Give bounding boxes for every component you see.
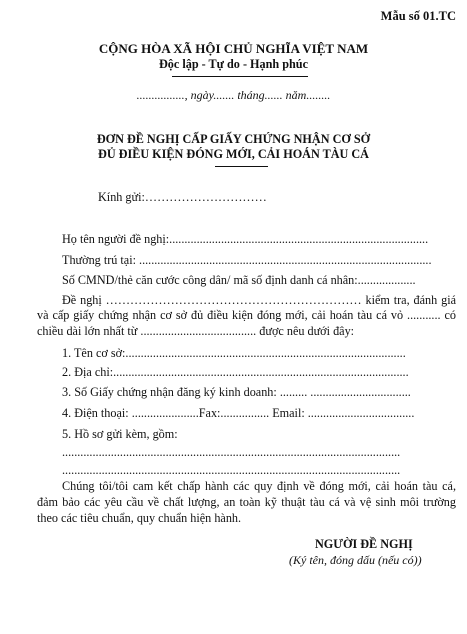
motto-underline (172, 76, 308, 77)
form-code: Mẫu số 01.TC (380, 9, 456, 23)
facility-name-field: 1. Tên cơ sở:............................................................................................ (62, 346, 406, 360)
id-number-field: Số CMND/thẻ căn cước công dân/ mã số định danh cá nhân:................... (62, 273, 416, 287)
document-title-line-1: ĐƠN ĐỀ NGHỊ CẤP GIẤY CHỨNG NHẬN CƠ SỞ (96, 132, 371, 146)
request-paragraph: Đề nghị ……………………………………………………… kiểm tra, đánh giá và cấp giấy chứng nhận cơ sở đủ điều kiện đóng mới, cải hoán tàu cá vỏ ........... có chiều dài lớn nhất từ ...................................... được nêu dưới đây: (37, 293, 456, 338)
applicant-name-field: Họ tên người đề nghị:..................................................................................... (62, 232, 429, 246)
place-date-line: ................, ngày....... tháng...... năm........ (136, 88, 331, 102)
document-title-line-2: ĐỦ ĐIỀU KIỆN ĐÓNG MỚI, CẢI HOÁN TÀU CÁ (98, 147, 369, 161)
contact-field: 4. Điện thoại: ......................Fax:................ Email: ................................... (62, 406, 415, 420)
business-registration-field: 3. Số Giấy chứng nhận đăng ký kinh doanh: ......... ................................. (62, 385, 411, 399)
signature-note: (Ký tên, đóng dấu (nếu có)) (289, 553, 422, 567)
attached-documents-blank-2: ............................................................................................................... (62, 463, 401, 477)
attached-documents-blank-1: ............................................................................................................... (62, 445, 401, 459)
addressee-line: Kính gửi:………………………… (98, 190, 267, 204)
national-motto: Độc lập - Tự do - Hạnh phúc (159, 57, 308, 71)
title-underline (215, 166, 268, 167)
national-title: CỘNG HÒA XÃ HỘI CHỦ NGHĨA VIỆT NAM (98, 41, 369, 56)
signature-title: NGƯỜI ĐỀ NGHỊ (315, 537, 413, 551)
commitment-paragraph: Chúng tôi/tôi cam kết chấp hành các quy định về đóng mới, cải hoán tàu cá, đảm bảo các yêu cầu về chất lượng, an toàn kỹ thuật tàu cá và vệ sinh môi trường theo các tiêu chuẩn, quy chuẩn hiện hành. (37, 479, 456, 525)
attached-documents-label: 5. Hồ sơ gửi kèm, gồm: (62, 427, 178, 441)
residence-field: Thường trú tại: ................................................................................................ (62, 253, 432, 267)
facility-address-field: 2. Địa chỉ:................................................................................................. (62, 365, 409, 379)
